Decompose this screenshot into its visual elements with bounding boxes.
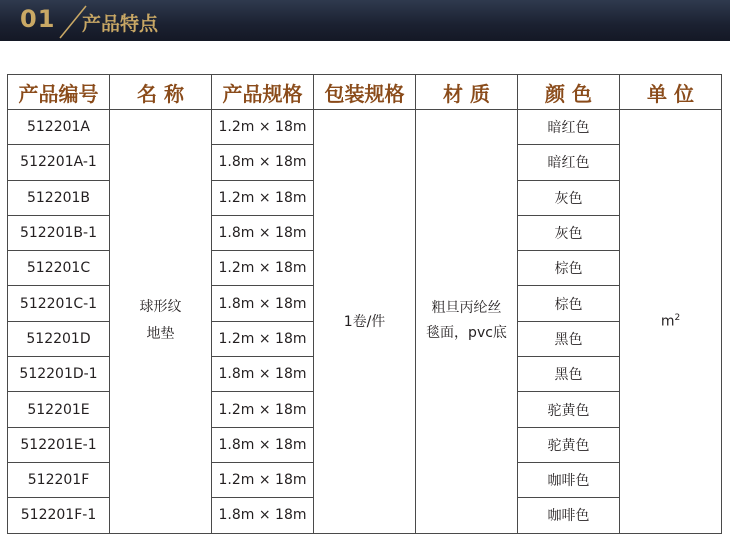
product-spec: 1.2m × 18m [212,392,314,427]
unit-cell [620,110,722,534]
product-color: 暗红色 [518,145,620,180]
product-name-cell [110,110,212,534]
product-code: 512201E-1 [8,427,110,462]
product-code: 512201C-1 [8,286,110,321]
product-color: 棕色 [518,251,620,286]
product-spec: 1.2m × 18m [212,462,314,497]
column-header-spec: 产品规格 [212,75,314,110]
product-color: 暗红色 [518,110,620,145]
column-header-packaging: 包装规格 [314,75,416,110]
product-spec: 1.2m × 18m [212,180,314,215]
material-line: 粗旦丙纶丝 [431,300,502,317]
product-color: 咖啡色 [518,498,620,533]
product-spec: 1.8m × 18m [212,145,314,180]
section-title: 产品特点 [82,13,159,35]
section-header [0,0,730,41]
product-spec: 1.8m × 18m [212,498,314,533]
product-name-line: 地垫 [146,326,175,343]
product-spec-table [7,74,722,534]
column-header-unit: 单 位 [620,75,722,110]
column-header-code: 产品编号 [8,75,110,110]
section-number: 01 [20,5,56,33]
product-color: 灰色 [518,215,620,250]
material-line: 毯面，pvc底 [426,325,507,342]
column-header-name: 名 称 [110,75,212,110]
packaging-spec: 1卷/件 [314,110,416,534]
material-cell [416,110,518,534]
product-color: 驼黄色 [518,392,620,427]
unit-superscript: 2 [674,312,681,323]
product-color: 驼黄色 [518,427,620,462]
product-spec: 1.2m × 18m [212,321,314,356]
product-code: 512201A-1 [8,145,110,180]
product-code: 512201B [8,180,110,215]
product-code: 512201F [8,462,110,497]
product-code: 512201F-1 [8,498,110,533]
product-color: 黑色 [518,357,620,392]
unit-text: m [660,313,675,330]
product-code: 512201E [8,392,110,427]
product-spec: 1.2m × 18m [212,110,314,145]
product-code: 512201C [8,251,110,286]
product-spec: 1.8m × 18m [212,215,314,250]
product-code: 512201A [8,110,110,145]
product-code: 512201B-1 [8,215,110,250]
product-color: 棕色 [518,286,620,321]
product-code: 512201D-1 [8,357,110,392]
product-name-line: 球形纹 [139,299,182,316]
product-code: 512201D [8,321,110,356]
product-color: 黑色 [518,321,620,356]
product-spec: 1.8m × 18m [212,357,314,392]
product-spec: 1.2m × 18m [212,251,314,286]
table-header-row [8,75,722,110]
product-spec: 1.8m × 18m [212,286,314,321]
table-row [8,110,722,145]
column-header-color: 颜 色 [518,75,620,110]
product-color: 咖啡色 [518,462,620,497]
column-header-material: 材 质 [416,75,518,110]
product-spec: 1.8m × 18m [212,427,314,462]
product-color: 灰色 [518,180,620,215]
